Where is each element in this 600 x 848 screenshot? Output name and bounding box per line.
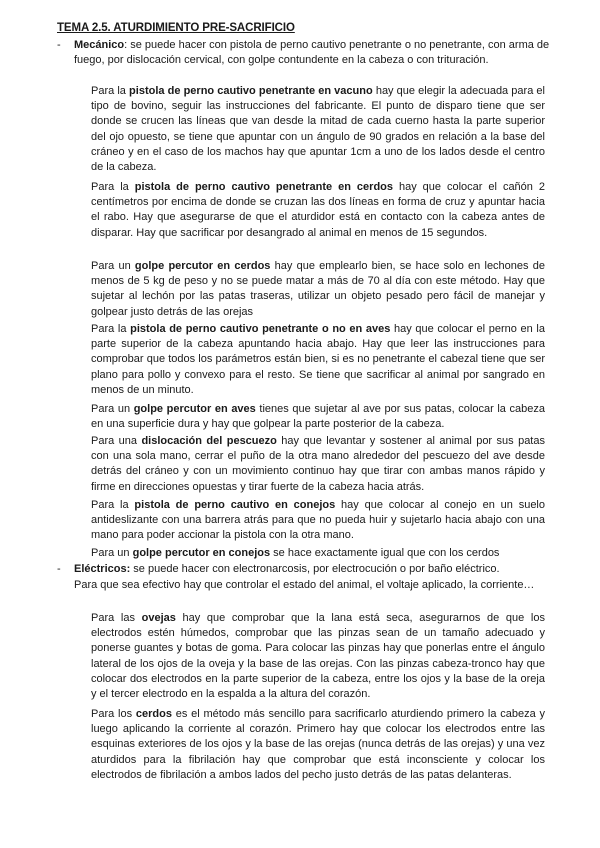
para-pre: Para las: [91, 612, 142, 624]
bullet-dash: -: [57, 39, 61, 51]
paragraph-conejos-pistola: [91, 498, 545, 544]
paragraph-conejos-golpe: [91, 546, 545, 561]
paragraph-cerdos-electricos: [91, 707, 545, 783]
para-post: tienes que sujetar al ave por sus patas, colocar la cabeza en una superficie dura y hay que golpear la parte posterior de la cabeza.: [91, 403, 545, 431]
para-pre: Para la: [91, 181, 135, 193]
bullet-mecanico: [57, 38, 552, 68]
para-post: es el método más sencillo para sacrificarlo aturdiendo primero la cabeza y luego aplicando la corriente al corazón. Primero hay que colocar los electrodos entre las esquinas exteriores de los ojos y la base de las orejas (nunca detrás de las orejas) y una vez aturdidos para la fibrilación hay que comprobar que está inconsciente y colocar los electrodos de fibrilación a ambos lados del pecho justo detrás de las patas delanteras.: [91, 708, 545, 781]
term-electricos: Eléctricos:: [74, 563, 131, 575]
para-pre: Para una: [91, 435, 142, 447]
para-bold: golpe percutor en cerdos: [134, 260, 271, 272]
para-bold: pistola de perno cautivo en conejos: [134, 499, 336, 511]
page-title: TEMA 2.5. ATURDIMIENTO PRE-SACRIFICIO: [57, 22, 295, 34]
para-bold: golpe percutor en conejos: [132, 547, 271, 559]
paragraph-vacuno: [91, 84, 545, 175]
para-post: hay que comprobar que la lana está seca, asegurarnos de que los electrodos estén húmedos, comprobar que las pinzas sean de un tamaño adecuado y ponerse guantes y botas de goma. Para colocar las pinzas hay que ponerlas entre el ángulo lateral de los ojos de la oveja y la base de las orejas. Con las pinzas cabeza-tronco hay que colocar dos electrodos en la parte superior de la cabeza, entre los ojos y la base de la oreja y el tercer electrodo en la espalda a la altura del corazón.: [91, 612, 545, 701]
paragraph-cerdos-pistola: [91, 180, 545, 241]
paragraph-cerdos-golpe: [91, 259, 545, 320]
para-post: hay que colocar el perno en la parte superior de la cabeza apuntando hacia abajo. Hay que leer las instrucciones para comprobar que todos los parámetros están bien, si es no penetrante el cabezal tiene que ser plano para pollo y convexo para el resto. Se tiene que sacrificar al animal por sangrado en menos de un minuto.: [91, 323, 545, 396]
para-bold: pistola de perno cautivo penetrante en cerdos: [134, 181, 394, 193]
para-bold: golpe percutor en aves: [133, 403, 256, 415]
bullet-dash: -: [57, 563, 61, 575]
para-bold: pistola de perno cautivo penetrante o no en aves: [130, 323, 391, 335]
intro-mecanico: : se puede hacer con pistola de perno cautivo penetrante o no penetrante, con arma de fuego, por dislocación cervical, con golpe contundente en la cabeza o con trituración.: [74, 39, 550, 67]
para-pre: Para la: [91, 85, 130, 97]
para-post: hay que colocar el cañón 2 centímetros por encima de donde se cruzan las dos líneas en forma de cruz y apuntar hacia el rabo. Hay que asegurarse de que el aturdidor está en contacto con la cabeza antes de disparar. Hay que sacrificar por desangrado al animal en menos de 15 segundos.: [91, 181, 545, 239]
intro-electricos: se puede hacer con electronarcosis, por electrocución o por baño eléctrico.: [130, 563, 500, 575]
para-post: hay que elegir la adecuada para el tipo de bovino, seguir las instrucciones del fabricante. El punto de disparo tiene que ser donde se crucen las líneas que van desde la mitad de cada cuerno hasta la parte superior del ojo opuesto, se tiene que apuntar con un ángulo de 90 grados en relación a la base del cráneo y en el caso de los machos hay que apuntar 1cm a uno de los lados desde el centro de la cabeza.: [91, 85, 545, 174]
bullet-electricos: [57, 562, 552, 577]
para-pre: Para un: [91, 547, 133, 559]
paragraph-pescuezo: [91, 434, 545, 495]
para-pre: Para un: [91, 260, 135, 272]
para-post: hay que levantar y sostener al animal por sus patas con una sola mano, cerrar el puño de la otra mano alrededor del pescuezo del ave desde detrás del cráneo y con un movimiento continuo hay que tirar con ambas manos rápido y firme en direcciones opuestas y tirar fuerte de la cabeza hacia atrás.: [91, 435, 545, 493]
para-bold: dislocación del pescuezo: [141, 435, 277, 447]
para-bold: ovejas: [141, 612, 176, 624]
para-pre: Para los: [91, 708, 136, 720]
para-bold: cerdos: [135, 708, 172, 720]
para-pre: Para la: [91, 499, 135, 511]
para-post: se hace exactamente igual que con los cerdos: [270, 547, 500, 559]
electricos-lead: Para que sea efectivo hay que controlar el estado del animal, el voltaje aplicado, la corriente…: [74, 579, 535, 591]
paragraph-aves-golpe: [91, 402, 545, 432]
paragraph-aves-pistola: [91, 322, 545, 398]
term-mecanico: Mecánico: [74, 39, 125, 51]
para-pre: Para un: [91, 403, 134, 415]
para-post: hay que emplearlo bien, se hace solo en lechones de menos de 5 kg de peso y no se puede matar a más de 70 al día con este método. Hay que sujetar al lechón por las patas traseras, utilizar un objeto pesado pero fácil de manejar y golpear justo detrás de las orejas: [91, 260, 545, 318]
para-bold: pistola de perno cautivo penetrante en vacuno: [129, 85, 373, 97]
para-post: hay que colocar al conejo en un suelo antideslizante con una barrera atrás para que no pueda huir y sujetarlo hacia abajo con una mano para poder accionar la pistola con la otra mano.: [91, 499, 545, 542]
paragraph-ovejas: [91, 611, 545, 702]
para-pre: Para la: [91, 323, 131, 335]
